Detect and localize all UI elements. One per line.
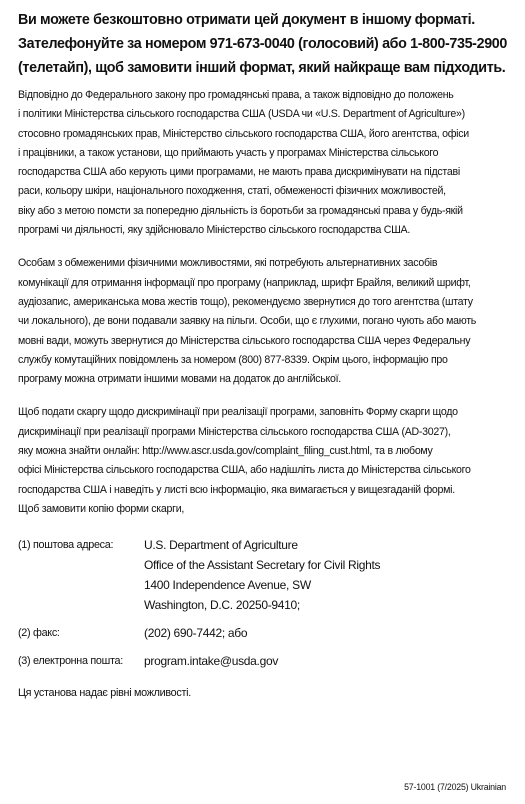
paragraph-line: програму можна отримати іншими мовами на додаток до англійської. — [18, 373, 341, 386]
paragraph-line: раси, кольору шкіри, національного походження, статі, обмеженості фізичних можливостей, — [18, 185, 446, 198]
accessibility-paragraph — [18, 254, 510, 389]
complaint-paragraph — [18, 403, 510, 519]
email-row — [18, 651, 510, 671]
paragraph-line: Щоб подати скаргу щодо дискримінації при реалізації програми, заповніть Форму скарги щодо — [18, 406, 458, 419]
paragraph-line: комунікації для отримання інформації про програму (наприклад, шрифт Брайля, великий шрифт, — [18, 276, 471, 289]
fax-number: (202) 690-7442; або — [144, 626, 248, 641]
paragraph-line: службу комутаційних повідомлень за номером (800) 877-8339. Окрім цього, інформацію про — [18, 353, 448, 366]
nondiscrimination-paragraph — [18, 86, 510, 240]
paragraph-line: і працівники, а також установи, що приймають участь у програмах Міністерства сільського — [18, 146, 439, 159]
fax-row — [18, 623, 510, 643]
address-line: Office of the Assistant Secretary for Civil Rights — [144, 558, 381, 573]
paragraph-line: Відповідно до Федерального закону про громадянські права, а також відповідно до положень — [18, 89, 454, 101]
notice-line: Ви можете безкоштовно отримати цей документ в іншому форматі. — [18, 12, 475, 28]
paragraph-line: і політики Міністерства сільського господарства США (USDA чи «U.S. Department of Agriculture») — [18, 108, 465, 121]
paragraph-line: стосовно громадянських прав, Міністерство сільського господарства США, його агентства, офіси — [18, 127, 469, 140]
notice-line: (телетайп), щоб замовити інший формат, який найкраще вам підходить. — [18, 60, 506, 76]
email-label: (3) електронна пошта: — [18, 655, 123, 668]
address-line: 1400 Independence Avenue, SW — [144, 578, 311, 593]
email-address: program.intake@usda.gov — [144, 654, 279, 669]
address-line: Washington, D.C. 20250-9410; — [144, 598, 300, 613]
paragraph-line: чи локального), де вони подавали заявку на пільги. Особи, що є глухими, погано чують або мають — [18, 315, 477, 328]
mail-label: (1) поштова адреса: — [18, 539, 114, 552]
mail-row — [18, 535, 510, 615]
paragraph-line: Особам з обмеженими фізичними можливостями, які потребують альтернативних засобів — [18, 257, 438, 270]
paragraph-line: яку можна знайти онлайн: http://www.ascr.usda.gov/complaint_filing_cust.html, та в любому — [18, 445, 433, 458]
paragraph-line: віку або з метою помсти за попередню діяльність із боротьби за громадянські права у будь-якій — [18, 204, 463, 217]
contact-methods — [18, 535, 510, 671]
form-number: 57-1001 (7/2025) Ukrainian — [404, 782, 506, 792]
notice-line: Зателефонуйте за номером 971-673-0040 (голосовий) або 1-800-735-2900 — [18, 36, 508, 52]
paragraph-line: Щоб замовити копію форми скарги, — [18, 502, 184, 515]
paragraph-line: дискримінації при реалізації програми Міністерства сільського господарства США (AD-3027), — [18, 425, 451, 438]
address-line: U.S. Department of Agriculture — [144, 538, 298, 553]
paragraph-line: господарства США або керують цими програмами, не мають права дискримінувати на підставі — [18, 166, 460, 179]
paragraph-line: мовні вади, можуть звернутися до Міністерства сільського господарства США через Федеральну — [18, 334, 471, 347]
document-page — [18, 8, 510, 703]
equal-opportunity-statement: Ця установа надає рівні можливості. — [18, 687, 191, 700]
paragraph-line: господарства США і наведіть у листі всю інформацію, яка вимагається у вищезгаданій формі. — [18, 483, 455, 496]
fax-label: (2) факс: — [18, 627, 60, 640]
paragraph-line: аудіозапис, американська мова жестів тощо), рекомендуємо звернутися до того агентства (штату — [18, 295, 473, 308]
mail-address — [144, 535, 380, 615]
alternate-format-notice — [18, 8, 510, 80]
paragraph-line: програмі чи діяльності, яку здійснювало Міністерство сільського господарства США. — [18, 224, 410, 237]
paragraph-line: офісі Міністерства сільського господарства США, або надішліть листа до Міністерства сільського — [18, 464, 471, 477]
